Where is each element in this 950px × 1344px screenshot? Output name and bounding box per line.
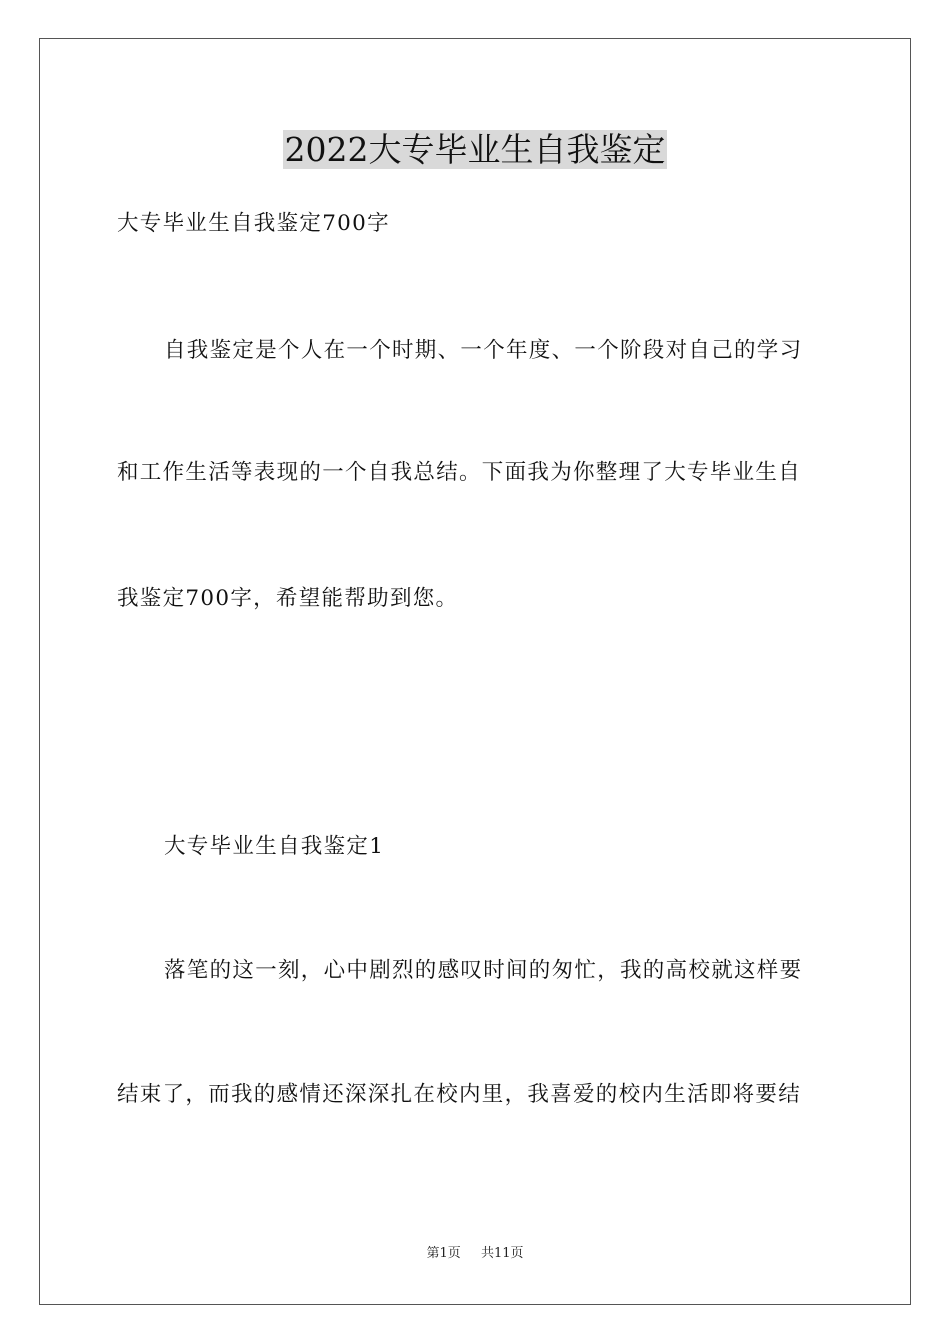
page-total: 共11页 [480, 1246, 524, 1261]
body-line-1: 落笔的这一刻，心中剧烈的感叹时间的匆忙，我的高校就这样要 [164, 958, 803, 983]
intro-line-2: 和工作生活等表现的一个自我总结。下面我为你整理了大专毕业生自 [117, 460, 802, 485]
document-title-text: 2022大专毕业生自我鉴定 [284, 130, 666, 169]
body-line-2: 结束了，而我的感情还深深扎在校内里，我喜爱的校内生活即将要结 [117, 1082, 802, 1107]
intro-line-3: 我鉴定700字，希望能帮助到您。 [117, 586, 459, 611]
intro-line-1: 自我鉴定是个人在一个时期、一个年度、一个阶段对自己的学习 [164, 338, 803, 363]
page-footer [0, 1245, 950, 1263]
page-number: 第1页 [426, 1246, 461, 1261]
document-subtitle: 大专毕业生自我鉴定700字 [117, 211, 390, 236]
section-heading: 大专毕业生自我鉴定1 [164, 834, 385, 859]
document-title [0, 128, 950, 172]
